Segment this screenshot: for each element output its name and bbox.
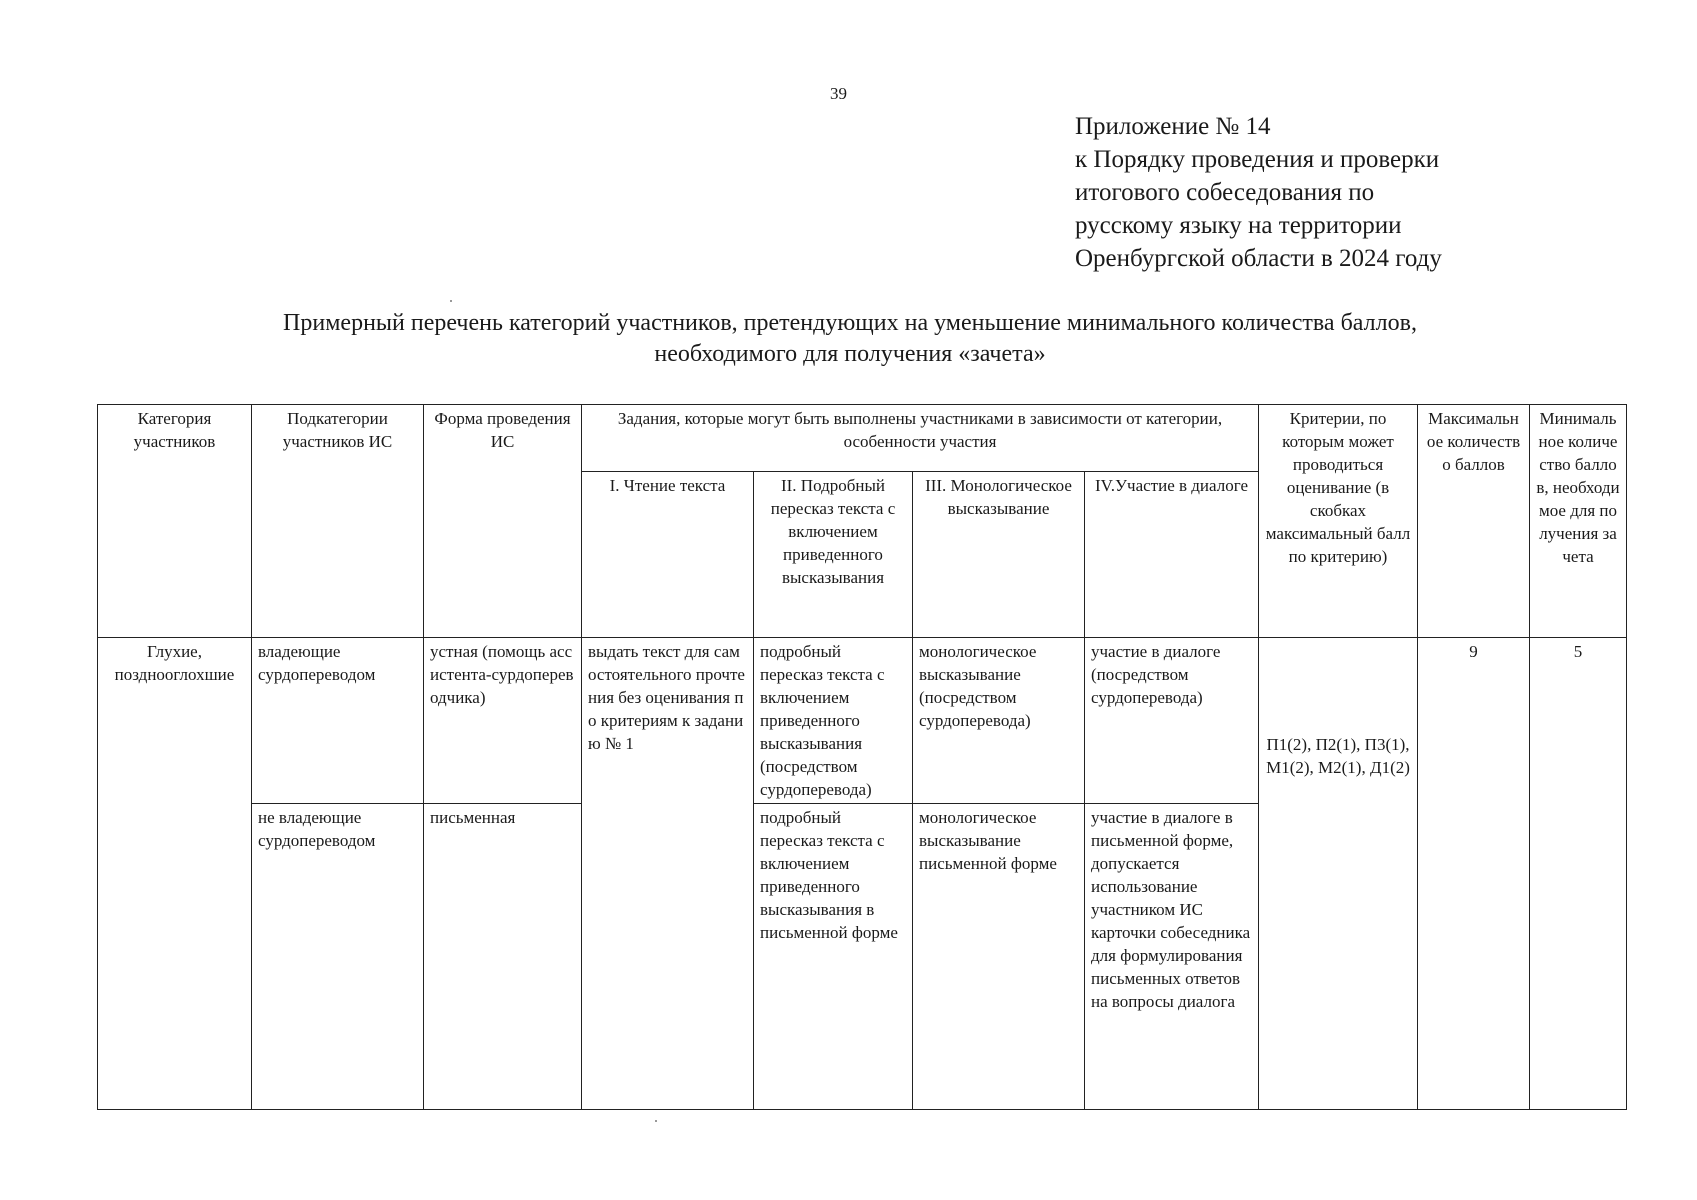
scan-speck bbox=[450, 300, 452, 302]
appendix-line: Оренбургской области в 2024 году bbox=[1075, 245, 1442, 272]
cell-dialogue: участие в диалоге в письменной форме, допускается использование участником ИС карточки собеседника для формулирования письменных ответов на вопросы диалога bbox=[1085, 804, 1259, 1110]
cell-min-score: 5 bbox=[1530, 638, 1627, 1110]
cell-dialogue: участие в диалоге (посредством сурдоперевода) bbox=[1085, 638, 1259, 804]
scan-speck bbox=[655, 1120, 657, 1122]
header-category: Категория участников bbox=[98, 405, 252, 638]
header-max-score: Максимальное количество баллов bbox=[1418, 405, 1530, 638]
header-row bbox=[98, 405, 1627, 472]
document-title-line: необходимого для получения «зачета» bbox=[654, 341, 1046, 367]
appendix-line: к Порядку проведения и проверки bbox=[1075, 146, 1440, 173]
appendix-line: итогового собеседования по bbox=[1075, 179, 1375, 206]
appendix-line: русскому языку на территории bbox=[1075, 212, 1402, 239]
header-task-retelling: II. Подробный пересказ текста с включением приведенного высказывания bbox=[754, 472, 913, 638]
header-task-reading: I. Чтение текста bbox=[582, 472, 754, 638]
cell-retelling: подробный пересказ текста с включением приведенного высказывания в письменной форме bbox=[754, 804, 913, 1110]
header-min-score: Минимальное количество баллов, необходимое для получения зачета bbox=[1530, 405, 1627, 638]
cell-criteria: П1(2), П2(1), П3(1), М1(2), М2(1), Д1(2) bbox=[1259, 638, 1418, 1110]
cell-reading: выдать текст для самостоятельного прочтения без оценивания по критериям к заданию № 1 bbox=[582, 638, 754, 1110]
cell-form: письменная bbox=[424, 804, 582, 1110]
cell-subcategory: не владеющие сурдопереводом bbox=[252, 804, 424, 1110]
header-form: Форма проведения ИС bbox=[424, 405, 582, 638]
header-criteria: Критерии, по которым может проводиться оценивание (в скобках максимальный балл по критерию) bbox=[1259, 405, 1418, 638]
header-subcategory: Подкатегории участников ИС bbox=[252, 405, 424, 638]
document-title-line: Примерный перечень категорий участников, претендующих на уменьшение минимального количества баллов, bbox=[283, 310, 1417, 336]
cell-monologue: монологическое высказывание (посредством сурдоперевода) bbox=[913, 638, 1085, 804]
document-title bbox=[100, 308, 1600, 370]
cell-category: Глухие, позднооглохшие bbox=[98, 638, 252, 1110]
cell-subcategory: владеющие сурдопереводом bbox=[252, 638, 424, 804]
table-row bbox=[98, 638, 1627, 804]
header-task-dialogue: IV.Участие в диалоге bbox=[1085, 472, 1259, 638]
cell-retelling: подробный пересказ текста с включением приведенного высказывания (посредством сурдоперевода) bbox=[754, 638, 913, 804]
categories-table bbox=[97, 404, 1627, 1110]
cell-monologue: монологическое высказывание письменной форме bbox=[913, 804, 1085, 1110]
cell-form: устная (помощь ассистента-сурдопереводчика) bbox=[424, 638, 582, 804]
appendix-header bbox=[1075, 110, 1442, 275]
header-tasks: Задания, которые могут быть выполнены участниками в зависимости от категории, особенности участия bbox=[582, 405, 1259, 472]
cell-max-score: 9 bbox=[1418, 638, 1530, 1110]
page-number: 39 bbox=[830, 84, 847, 103]
appendix-line: Приложение № 14 bbox=[1075, 113, 1271, 140]
header-task-monologue: III. Монологическое высказывание bbox=[913, 472, 1085, 638]
